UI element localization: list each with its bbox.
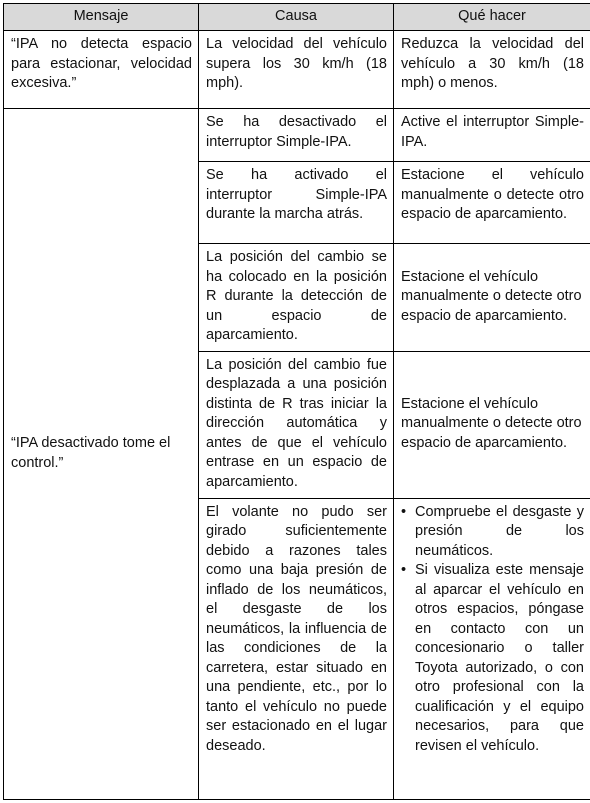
table-row [4,109,590,162]
causa-cell [199,109,394,162]
accion-list-item: • Compruebe el desgaste y presión de los neumáticos. [401,503,584,562]
accion-text: Active el interruptor Simple-IPA. [401,114,584,150]
accion-text: Estacione el vehículo manualmente o detecte otro espacio de aparcamiento. [401,395,582,451]
header-que-hacer: Qué hacer [394,4,590,31]
causa-text: Se ha desactivado el interruptor Simple-IPA. [206,114,387,150]
causa-cell [199,162,394,244]
causa-cell [199,351,394,498]
causa-text: La posición del cambio se ha colocado en la posición R durante la detección de un espacio de aparcamiento. [206,249,387,343]
accion-cell [394,162,590,244]
accion-cell [394,109,590,162]
causa-cell [199,31,394,109]
accion-text: Estacione el vehículo manualmente o detecte otro espacio de aparcamiento. [401,167,584,222]
header-mensaje: Mensaje [4,4,199,31]
mensaje-cell [4,109,199,800]
message-table [3,3,590,800]
accion-list-item: • Si visualiza este mensaje al aparcar el vehículo en otros espacios, póngase en contacto con un concesionario o taller Toyota autorizado, o con otro profesional con la cualificación y el equipo necesarios, para que revisen el vehículo. [401,561,584,756]
causa-text: La velocidad del vehículo supera los 30 km/h (18 mph). [206,36,387,91]
accion-cell [394,244,590,352]
causa-text: El volante no pudo ser girado suficientemente debido a razones tales como una baja presión de inflado de los neumáticos, el desgaste de los neumáticos, la influencia de las condiciones de la carretera, estar situado en una pendiente, etc., por lo tanto el vehículo no puede ser estacionado en el lugar deseado. [206,503,387,754]
accion-cell [394,351,590,498]
table-row [4,31,590,109]
accion-cell [394,498,590,800]
mensaje-text: “IPA desactivado tome el control.” [11,435,171,471]
causa-text: Se ha activado el interruptor Simple-IPA durante la marcha atrás. [206,167,387,222]
causa-text: La posición del cambio fue desplazada a una posición distinta de R tras iniciar la dirección automática y antes de que el vehículo entrase en un espacio de aparcamiento. [206,356,387,490]
accion-text: Reduzca la velocidad del vehículo a 30 km/h (18 mph) o menos. [401,36,584,91]
table-header-row [4,4,590,31]
accion-list [401,503,584,757]
header-causa: Causa [199,4,394,31]
mensaje-cell [4,31,199,109]
causa-cell [199,244,394,352]
causa-cell [199,498,394,800]
accion-text: Estacione el vehículo manualmente o detecte otro espacio de aparcamiento. [401,268,582,324]
mensaje-text: “IPA no detecta espacio para estacionar, velocidad excesiva.” [11,36,192,91]
accion-cell [394,31,590,109]
